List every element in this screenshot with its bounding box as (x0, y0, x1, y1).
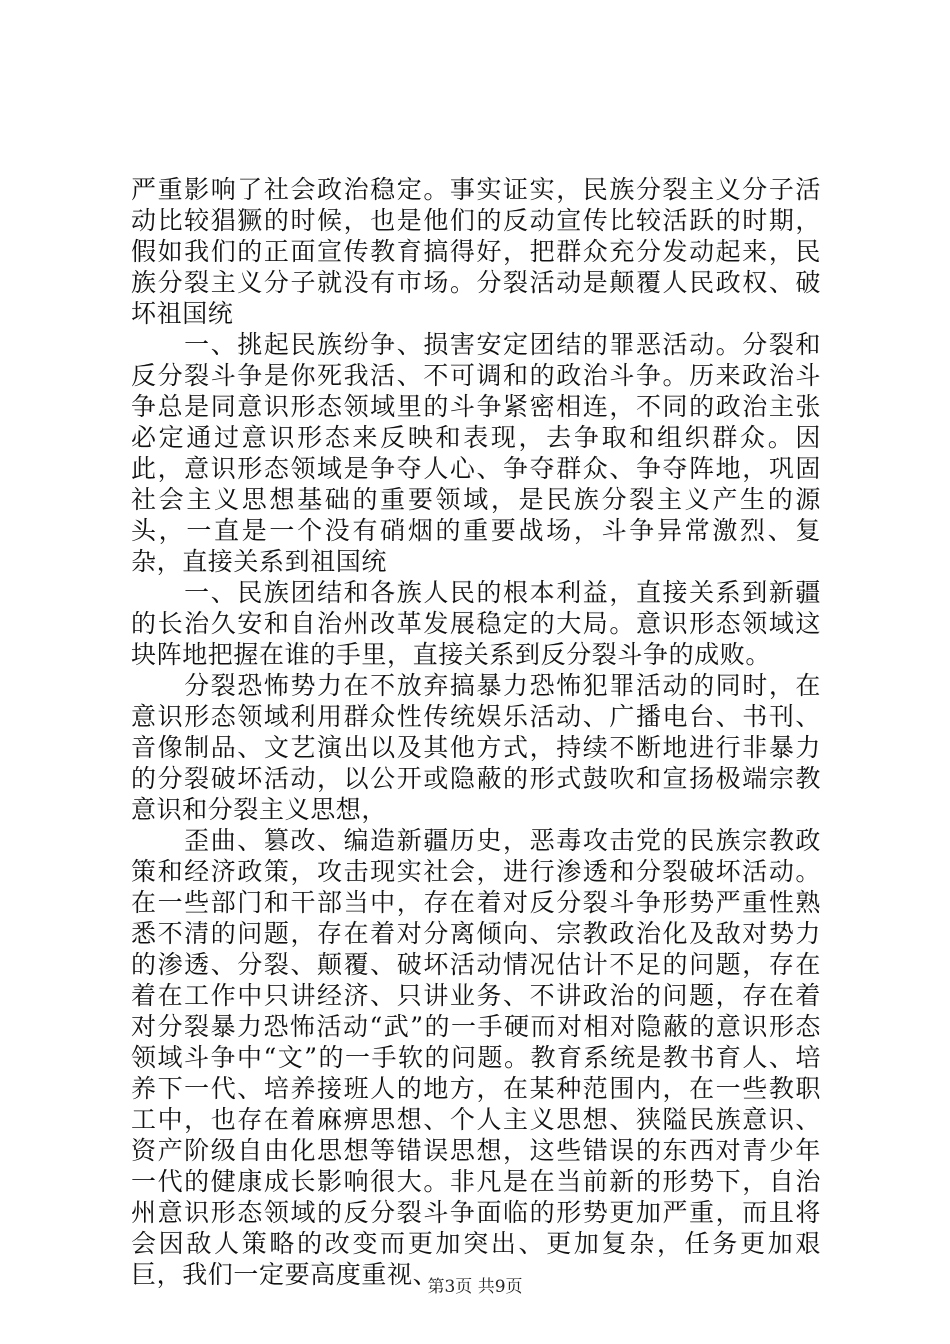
paragraph: 一、民族团结和各族人民的根本利益，直接关系到新疆的长治久安和自治州改革发展稳定的大局。意识形态领域这块阵地把握在谁的手里，直接关系到反分裂斗争的成败。 (131, 578, 821, 669)
paragraph: 分裂恐怖势力在不放弃搞暴力恐怖犯罪活动的同时，在意识形态领域利用群众性传统娱乐活动、广播电台、书刊、音像制品、文艺演出以及其他方式，持续不断地进行非暴力的分裂破坏活动，以公开或隐蔽的形式鼓吹和宣扬极端宗教意识和分裂主义思想， (131, 671, 821, 824)
paragraph: 严重影响了社会政治稳定。事实证实，民族分裂主义分子活动比较猖獗的时候，也是他们的反动宣传比较活跃的时期，假如我们的正面宣传教育搞得好，把群众充分发动起来，民族分裂主义分子就没有市场。分裂活动是颠覆人民政权、破坏祖国统 (131, 175, 821, 328)
paragraph: 一、挑起民族纷争、损害安定团结的罪恶活动。分裂和反分裂斗争是你死我活、不可调和的政治斗争。历来政治斗争总是同意识形态领域里的斗争紧密相连，不同的政治主张必定通过意识形态来反映和表现，去争取和组织群众。因此，意识形态领域是争夺人心、争夺群众、争夺阵地，巩固社会主义思想基础的重要领域，是民族分裂主义产生的源头，一直是一个没有硝烟的重要战场，斗争异常激烈、复杂，直接关系到祖国统 (131, 330, 821, 576)
page-number-footer: 第3页 共9页 (427, 1277, 523, 1297)
body-text (131, 174, 821, 1290)
paragraph: 歪曲、篡改、编造新疆历史，恶毒攻击党的民族宗教政策和经济政策，攻击现实社会，进行渗透和分裂破坏活动。在一些部门和干部当中，存在着对反分裂斗争形势严重性熟悉不清的问题，存在着对分离倾向、宗教政治化及敌对势力的渗透、分裂、颠覆、破坏活动情况估计不足的问题，存在着在工作中只讲经济、只讲业务、不讲政治的问题，存在着对分裂暴力恐怖活动“武”的一手硬而对相对隐蔽的意识形态领域斗争中“文”的一手软的问题。教育系统是教书育人、培养下一代、培养接班人的地方，在某种范围内，在一些教职工中，也存在着麻痹思想、个人主义思想、狭隘民族意识、资产阶级自由化思想等错误思想，这些错误的东西对青少年一代的健康成长影响很大。非凡是在当前新的形势下，自治州意识形态领域的反分裂斗争面临的形势更加严重，而且将会因敌人策略的改变而更加突出、更加复杂，任务更加艰巨，我们一定要高度重视、 (131, 826, 821, 1289)
